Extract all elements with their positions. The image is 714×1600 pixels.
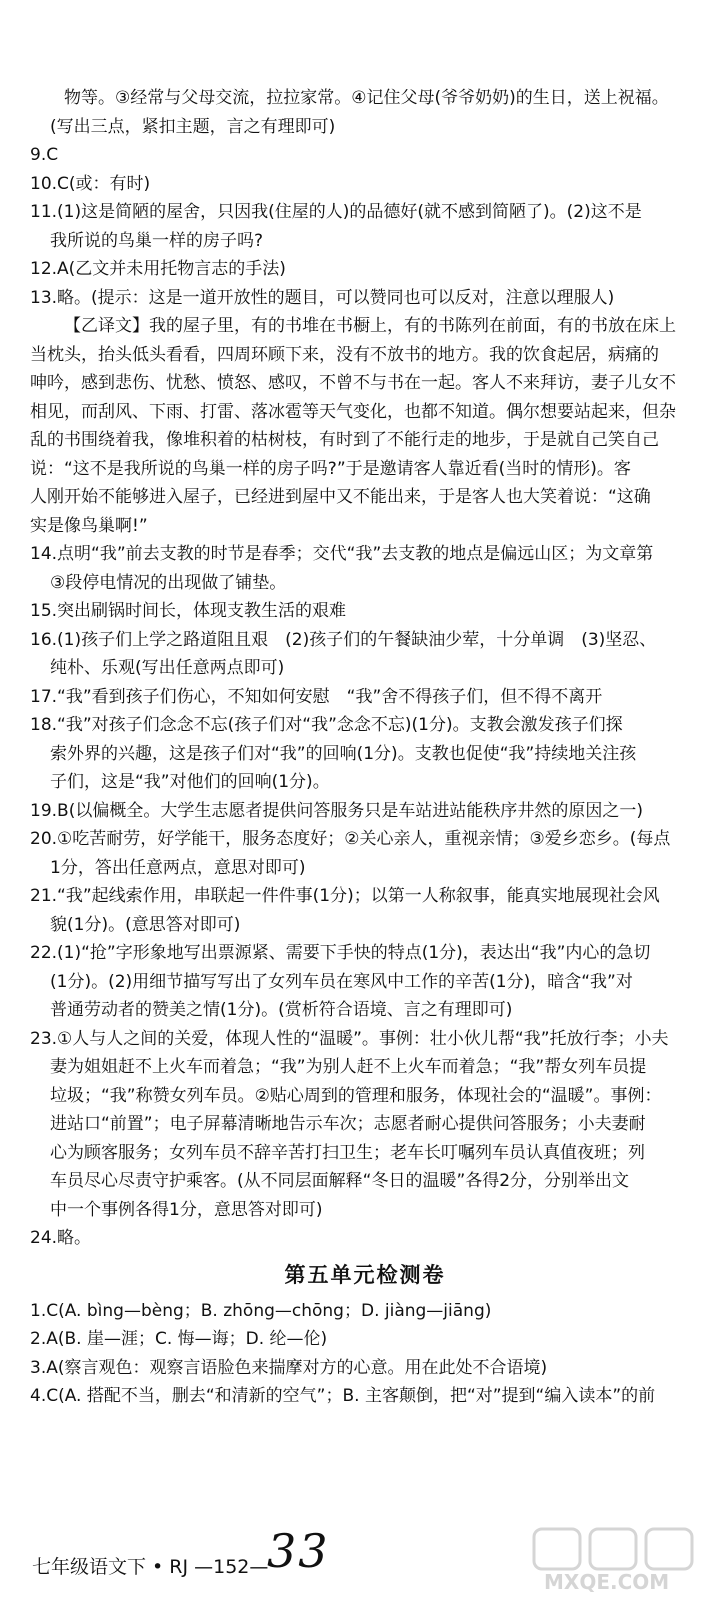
text-line: 相见，而刮风、下雨、打雷、落冰雹等天气变化，也都不知道。偶尔想要站起来，但杂 — [30, 401, 676, 422]
text-line: 3.A(察言观色：观察言语脸色来揣摩对方的心意。用在此处不合语境) — [30, 1357, 548, 1378]
text-line: 车员尽心尽责守护乘客。(从不同层面解释“冬日的温暖”各得2分，分别举出文 — [50, 1171, 630, 1191]
text-line: 4.C(A. 搭配不当，删去“和清新的空气”；B. 主客颠倒，把“对”提到“编入读本”的前 — [30, 1386, 656, 1406]
text-line: 22.(1)“抢”字形象地写出票源紧、需要下手快的特点(1分)，表达出“我”内心的急切 — [30, 943, 651, 963]
text-line: 【乙译文】我的屋子里，有的书堆在书橱上，有的书陈列在前面，有的书放在床上 — [64, 316, 676, 336]
text-line: ③段停电情况的出现做了铺垫。 — [50, 572, 287, 593]
text-line: 12.A(乙文并未用托物言志的手法) — [30, 259, 286, 279]
text-line: 心为顾客服务；女列车员不辞辛苦打扫卫生；老车长叮嘱列车员认真值夜班；列 — [50, 1142, 645, 1163]
text-line: 10.C(或：有时) — [30, 173, 151, 194]
text-line: 23.①人与人之间的关爱，体现人性的“温暖”。事例：壮小伙儿帮“我”托放行李；小夫 — [30, 1028, 669, 1049]
text-line: 我所说的鸟巢一样的房子吗? — [50, 230, 264, 251]
text-line: 1分，答出任意两点，意思对即可) — [50, 857, 306, 878]
text-line: 纯朴、乐观(写出任意两点即可) — [50, 658, 285, 678]
text-line: 14.点明“我”前去支教的时节是春季；交代“我”去支教的地点是偏远山区；为文章第 — [30, 544, 654, 564]
section-title: 第五单元检测卷 — [284, 1261, 446, 1287]
text-line: 18.“我”对孩子们念念不忘(孩子们对“我”念念不忘)(1分)。支教会激发孩子们探 — [30, 715, 623, 735]
text-line: 19.B(以偏概全。大学生志愿者提供问答服务只是车站进站能秩序井然的原因之一) — [30, 800, 643, 821]
text-line: 15.突出刷锅时间长，体现支教生活的艰难 — [30, 601, 347, 621]
text-line: 人刚开始不能够进入屋子，已经进到屋中又不能出来，于是客人也大笑着说：“这确 — [30, 487, 651, 507]
text-line: 妻为姐姐赶不上火车而着急；“我”为别人赶不上火车而着急；“我”帮女列车员提 — [50, 1057, 647, 1077]
watermark-text: MXQE.COM — [544, 1570, 670, 1594]
text-line: 乱的书围绕着我，像堆积着的枯树枝，有时到了不能行走的地步，于是就自己笑自己 — [30, 430, 659, 450]
text-line: 物等。③经常与父母交流，拉拉家常。④记住父母(爷爷奶奶)的生日，送上祝福。 — [64, 88, 669, 108]
text-line: 垃圾；“我”称赞女列车员。②贴心周到的管理和服务，体现社会的“温暖”。事例： — [50, 1085, 662, 1106]
text-line: 普通劳动者的赞美之情(1分)。(赏析符合语境、言之有理即可) — [50, 1000, 513, 1020]
text-line: 实是像鸟巢啊!” — [30, 515, 148, 536]
text-line: (1分)。(2)用细节描写写出了女列车员在寒风中工作的辛苦(1分)，暗含“我”对 — [50, 971, 633, 992]
text-line: 貌(1分)。(意思答对即可) — [50, 914, 241, 935]
text-line: (写出三点，紧扣主题，言之有理即可) — [50, 116, 336, 137]
text-line: 24.略。 — [30, 1228, 92, 1248]
handwritten-page-number: 33 — [267, 1524, 330, 1578]
text-line: 说：“这不是我所说的鸟巢一样的房子吗?”于是邀请客人靠近看(当时的情形)。客 — [30, 458, 631, 479]
text-line: 11.(1)这是简陋的屋舍，只因我(住屋的人)的品德好(就不感到简陋了)。(2)这不是 — [30, 202, 642, 222]
answer-key-body — [30, 84, 700, 1411]
text-line: 1.C(A. bìng—bèng；B. zhōng—chōng；D. jiàng—jiāng) — [30, 1300, 492, 1321]
text-line: 21.“我”起线索作用，串联起一件件事(1分)；以第一人称叙事，能真实地展现社会风 — [30, 886, 660, 906]
text-line: 中一个事例各得1分，意思答对即可) — [50, 1199, 323, 1220]
text-line: 当枕头，抬头低头看看，四周环顾下来，没有不放书的地方。我的饮食起居，病痛的 — [30, 344, 659, 365]
text-line: 20.①吃苦耐劳，好学能干，服务态度好；②关心亲人，重视亲情；③爱乡恋乡。(每点 — [30, 829, 671, 849]
text-line: 呻吟，感到悲伤、忧愁、愤怒、感叹，不曾不与书在一起。客人不来拜访，妻子儿女不 — [30, 373, 676, 393]
page-footer: 七年级语文下 • RJ —152— — [32, 1556, 269, 1578]
text-line: 16.(1)孩子们上学之路道阻且艰 (2)孩子们的午餐缺油少荤，十分单调 (3)坚忍、 — [30, 629, 657, 650]
text-line: 进站口“前置”；电子屏幕清晰地告示车次；志愿者耐心提供问答服务；小夫妻耐 — [50, 1114, 646, 1134]
text-line: 17.“我”看到孩子们伤心，不知如何安慰 “我”舍不得孩子们，但不得不离开 — [30, 686, 603, 707]
text-line: 13.略。(提示：这是一道开放性的题目，可以赞同也可以反对，注意以理服人) — [30, 287, 615, 308]
text-line: 2.A(B. 崖—涯；C. 悔—诲；D. 纶—伦) — [30, 1329, 328, 1349]
text-line: 子们，这是“我”对他们的回响(1分)。 — [50, 772, 330, 792]
text-line: 9.C — [30, 145, 59, 165]
text-line: 索外界的兴趣，这是孩子们对“我”的回响(1分)。支教也促使“我”持续地关注孩 — [50, 743, 637, 764]
watermark-logo — [530, 1525, 705, 1595]
